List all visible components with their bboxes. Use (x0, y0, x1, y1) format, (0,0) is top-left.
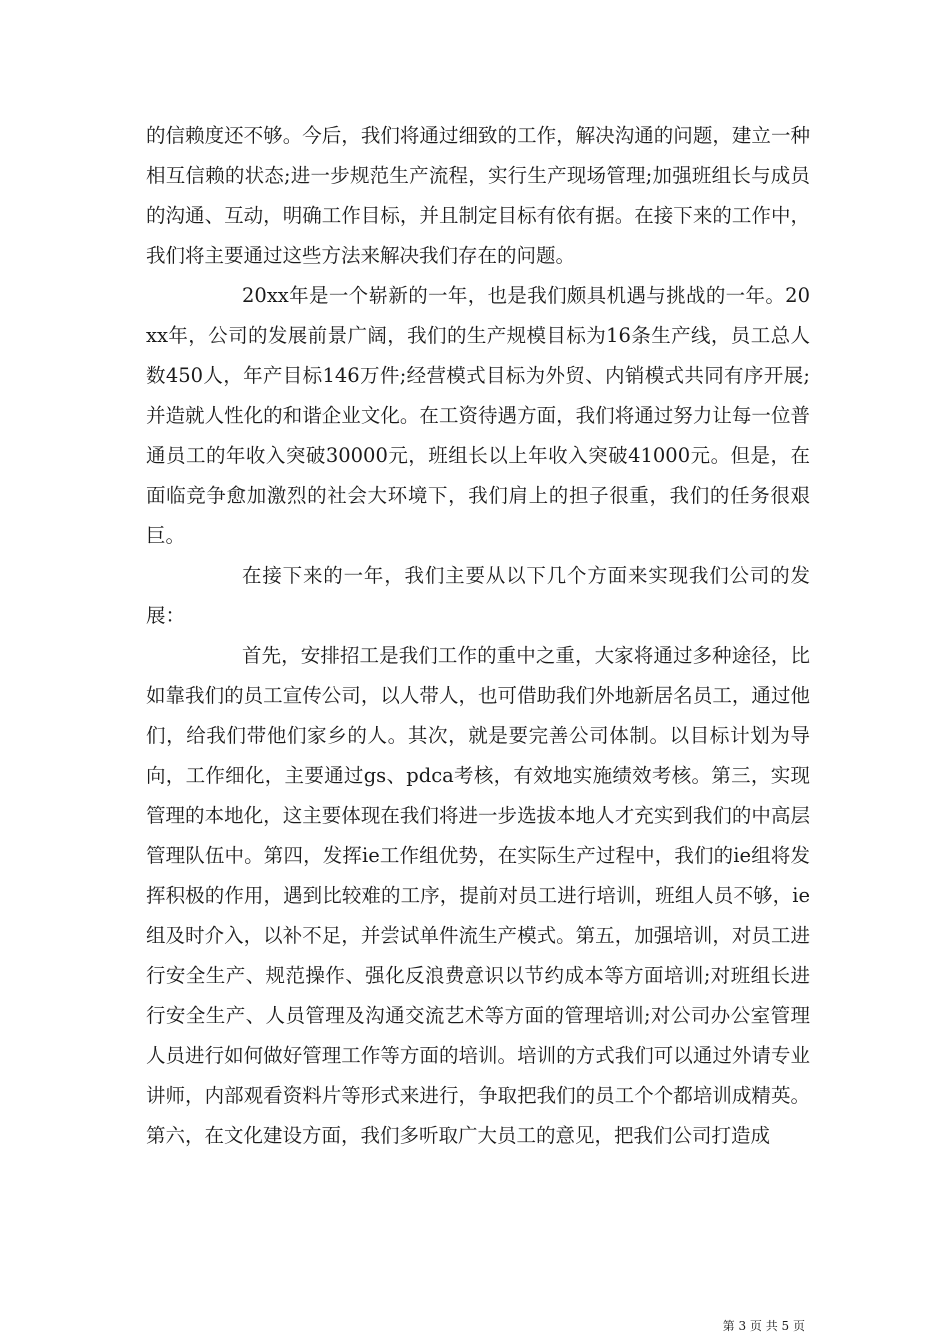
paragraph-3: 在接下来的一年，我们主要从以下几个方面来实现我们公司的发展： (146, 564, 810, 627)
paragraph-2: 20xx年是一个崭新的一年，也是我们颇具机遇与挑战的一年。20xx年，公司的发展前景广阔，我们的生产规模目标为16条生产线，员工总人数450人，年产目标146万件;经营模式目标为外贸、内销模式共同有序开展;并造就人性化的和谐企业文化。在工资待遇方面，我们将通过努力让每一位普通员工的年收入突破30000元，班组长以上年收入突破41000元。但是，在面临竞争愈加激烈的社会大环境下，我们肩上的担子很重，我们的任务很艰巨。 (146, 284, 810, 547)
paragraph-4: 首先，安排招工是我们工作的重中之重，大家将通过多种途径，比如靠我们的员工宣传公司，以人带人，也可借助我们外地新居名员工，通过他们，给我们带他们家乡的人。其次，就是要完善公司体制。以目标计划为导向，工作细化，主要通过gs、pdca考核，有效地实施绩效考核。第三，实现管理的本地化，这主要体现在我们将进一步选拔本地人才充实到我们的中高层管理队伍中。第四，发挥ie工作组优势，在实际生产过程中，我们的ie组将发挥积极的作用，遇到比较难的工序，提前对员工进行培训，班组人员不够，ie组及时介入，以补不足，并尝试单件流生产模式。第五，加强培训，对员工进行安全生产、规范操作、强化反浪费意识以节约成本等方面培训;对班组长进行安全生产、人员管理及沟通交流艺术等方面的管理培训;对公司办公室管理人员进行如何做好管理工作等方面的培训。培训的方式我们可以通过外请专业讲师，内部观看资料片等形式来进行，争取把我们的员工个个都培训成精英。第六，在文化建设方面，我们多听取广大员工的意见，把我们公司打造成 (146, 644, 810, 1147)
document-body (146, 116, 810, 1156)
paragraph-1: 的信赖度还不够。今后，我们将通过细致的工作，解决沟通的问题，建立一种相互信赖的状态;进一步规范生产流程，实行生产现场管理;加强班组长与成员的沟通、互动，明确工作目标，并且制定目标有依有据。在接下来的工作中，我们将主要通过这些方法来解决我们存在的问题。 (146, 124, 810, 267)
page-number-footer: 第 3 页 共 5 页 (722, 1319, 805, 1333)
